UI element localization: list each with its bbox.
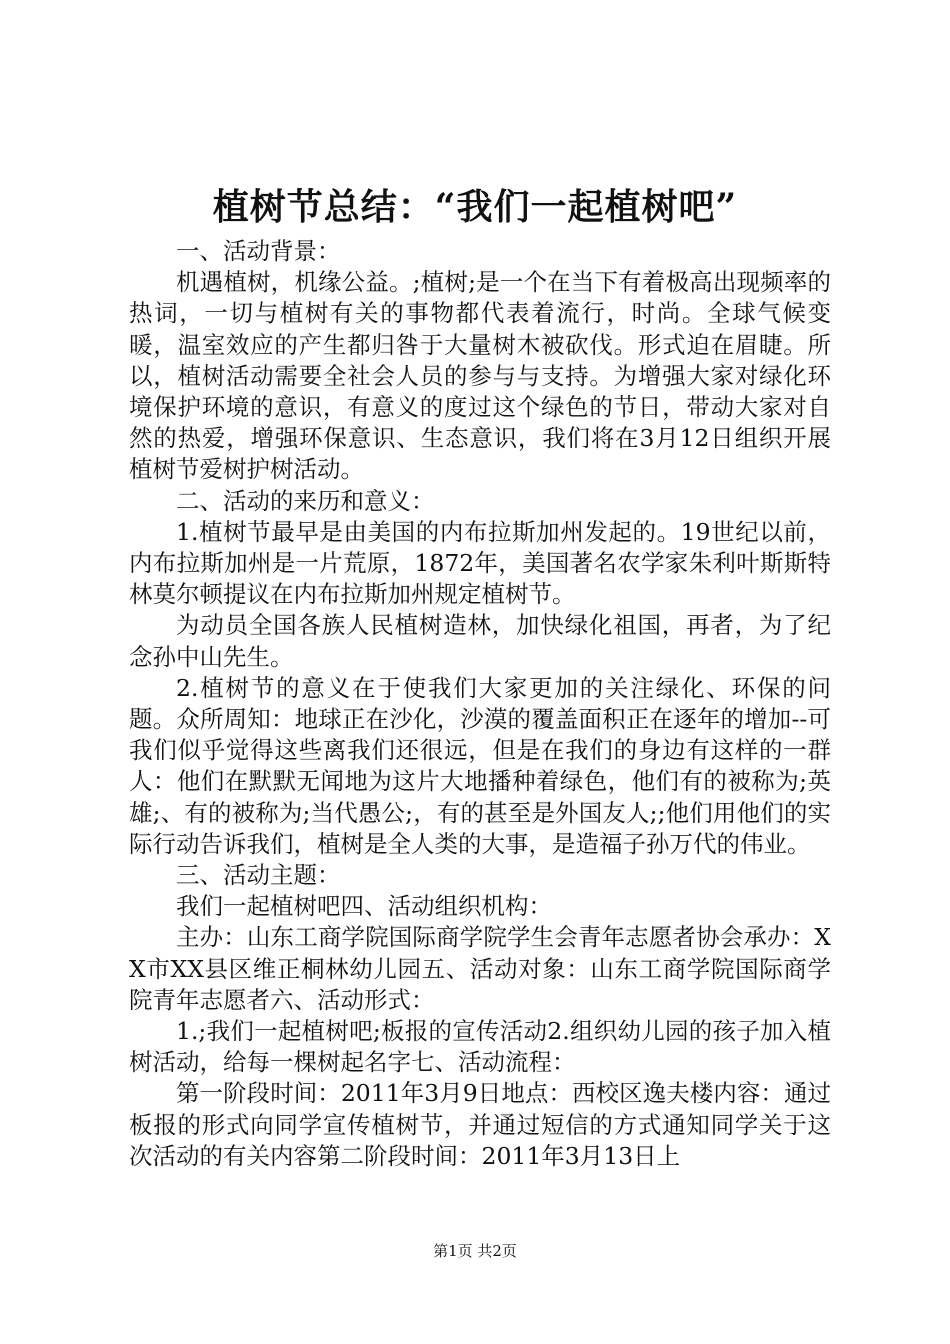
paragraph-theme-organization: 我们一起植树吧四、活动组织机构：	[176, 892, 552, 921]
paragraph-activity-schedule: 第一阶段时间：2011年3月9日地点：西校区逸夫楼内容：通过板报的形式向同学宣传植树节，并通过短信的方式通知同学关于这次活动的有关内容第二阶段时间：2011年3月13日上	[129, 1079, 831, 1170]
section-heading-theme: 三、活动主题：	[176, 861, 341, 890]
page-number-footer: 第1页 共2页	[433, 1242, 517, 1260]
paragraph-origin-china: 为动员全国各族人民植树造林，加快绿化祖国，再者，为了纪念孙中山先生。	[129, 611, 831, 671]
section-heading-background: 一、活动背景：	[176, 237, 341, 265]
document-title: 植树节总结：“我们一起植树吧”	[212, 186, 738, 228]
section-heading-origin: 二、活动的来历和意义：	[176, 486, 435, 515]
paragraph-meaning: 2.植树节的意义在于使我们大家更加的关注绿化、环保的问题。众所周知：地球正在沙化，沙漠的覆盖面积正在逐年的增加--可我们似乎觉得这些离我们还很远，但是在我们的身边有这样的一群人：他们在默默无闻地为这片大地播种着绿色，他们有的被称为;英雄;、有的被称为;当代愚公;，有的甚至是外国友人;;他们用他们的实际行动告诉我们，植树是全人类的大事，是造福子孙万代的伟业。	[129, 673, 831, 858]
paragraph-organizers: 主办：山东工商学院国际商学院学生会青年志愿者协会承办：XX市XX县区维正桐林幼儿园五、活动对象：山东工商学院国际商学院青年志愿者六、活动形式：	[129, 923, 831, 1014]
paragraph-origin-1: 1.植树节最早是由美国的内布拉斯加州发起的。19世纪以前，内布拉斯加州是一片荒原，1872年，美国著名农学家朱利叶斯斯特林莫尔顿提议在内布拉斯加州规定植树节。	[129, 517, 831, 609]
paragraph-activity-forms: 1.;我们一起植树吧;板报的宣传活动2.组织幼儿园的孩子加入植树活动，给每一棵树起名字七、活动流程：	[129, 1017, 831, 1077]
paragraph-background: 机遇植树，机缘公益。;植树;是一个在当下有着极高出现频率的热词，一切与植树有关的事物都代表着流行，时尚。全球气候变暖，温室效应的产生都归咎于大量树木被砍伐。形式迫在眉睫。所以，植树活动需要全社会人员的参与与支持。为增强大家对绿化环境保护环境的意识，有意义的度过这个绿色的节日，带动大家对自然的热爱，增强环保意识、生态意识，我们将在3月12日组织开展植树节爱树护树活动。	[129, 268, 831, 484]
document-body	[129, 236, 831, 1172]
